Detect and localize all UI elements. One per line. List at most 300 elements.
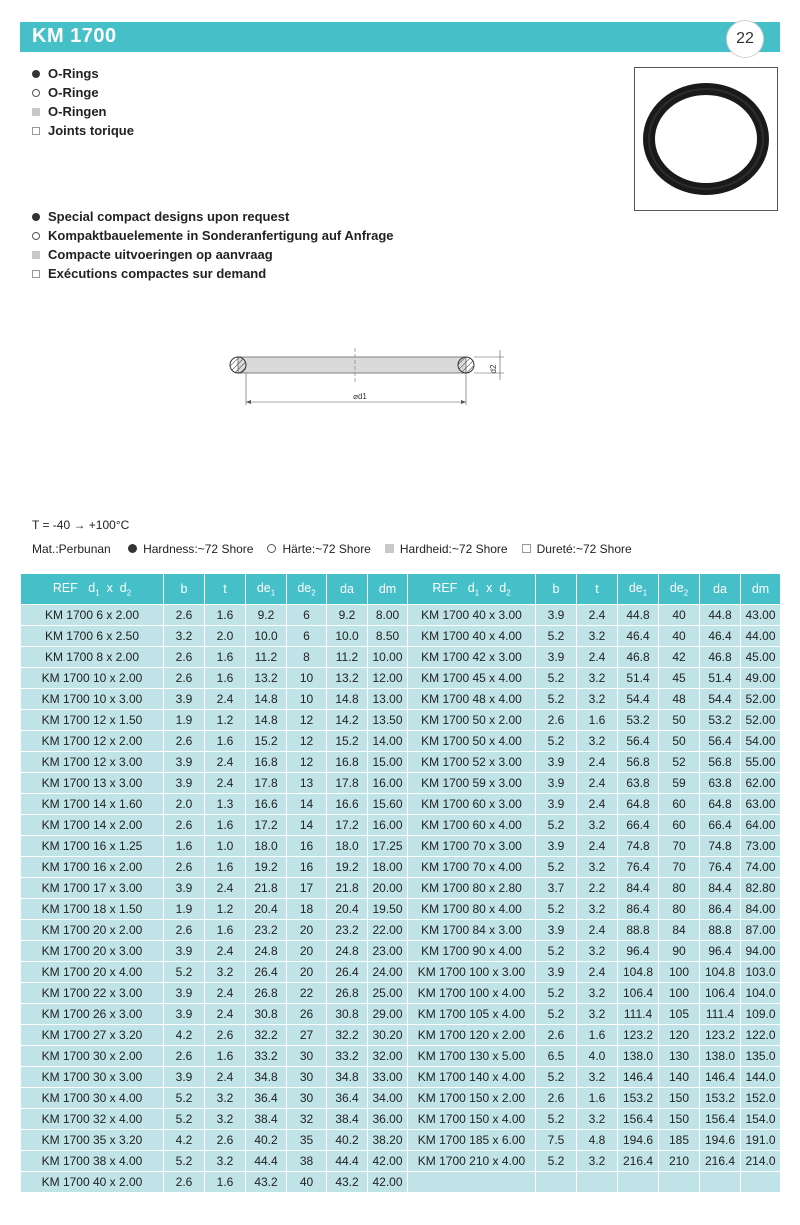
value-cell: 20 <box>287 941 327 962</box>
value-cell: 2.6 <box>164 668 205 689</box>
value-cell: 23.2 <box>327 920 368 941</box>
value-cell: 54.4 <box>700 689 741 710</box>
value-cell: 1.0 <box>205 836 246 857</box>
hardness-text: Härte:~72 Shore <box>282 542 371 556</box>
value-cell: 1.3 <box>205 794 246 815</box>
empty-cell <box>618 1172 659 1193</box>
filled-circle-bullet-icon <box>128 544 137 553</box>
table-row <box>21 1067 781 1088</box>
value-cell: 16.00 <box>368 773 408 794</box>
product-name-item <box>32 83 134 102</box>
value-cell: 2.6 <box>205 1025 246 1046</box>
value-cell: 3.2 <box>164 626 205 647</box>
value-cell: 46.8 <box>618 647 659 668</box>
value-cell: 2.4 <box>577 752 618 773</box>
value-cell: 191.0 <box>741 1130 781 1151</box>
value-cell: 80 <box>659 899 700 920</box>
table-row <box>21 962 781 983</box>
value-cell: 154.0 <box>741 1109 781 1130</box>
value-cell: 3.2 <box>577 815 618 836</box>
ref-cell: KM 1700 60 x 3.00 <box>408 794 536 815</box>
o-ring-photo-icon <box>635 68 777 210</box>
value-cell: 3.9 <box>164 941 205 962</box>
value-cell: 100 <box>659 983 700 1004</box>
value-cell: 19.2 <box>327 857 368 878</box>
value-cell: 5.2 <box>536 941 577 962</box>
filled-circle-bullet-icon <box>32 213 40 221</box>
table-row <box>21 920 781 941</box>
value-cell: 3.9 <box>164 689 205 710</box>
value-cell: 3.2 <box>205 1088 246 1109</box>
value-cell: 5.2 <box>164 962 205 983</box>
value-cell: 5.2 <box>536 983 577 1004</box>
column-header-t: t <box>205 574 246 605</box>
value-cell: 18.0 <box>327 836 368 857</box>
note-item <box>32 207 394 226</box>
value-cell: 3.2 <box>577 689 618 710</box>
value-cell: 120 <box>659 1025 700 1046</box>
value-cell: 32.2 <box>246 1025 287 1046</box>
value-cell: 2.6 <box>164 647 205 668</box>
ref-cell: KM 1700 45 x 4.00 <box>408 668 536 689</box>
value-cell: 2.4 <box>205 752 246 773</box>
value-cell: 40 <box>659 626 700 647</box>
value-cell: 43.2 <box>327 1172 368 1193</box>
value-cell: 43.2 <box>246 1172 287 1193</box>
value-cell: 24.8 <box>246 941 287 962</box>
value-cell: 5.2 <box>536 815 577 836</box>
value-cell: 2.6 <box>164 1046 205 1067</box>
value-cell: 33.2 <box>327 1046 368 1067</box>
value-cell: 59 <box>659 773 700 794</box>
value-cell: 16.8 <box>246 752 287 773</box>
value-cell: 5.2 <box>536 626 577 647</box>
value-cell: 38.20 <box>368 1130 408 1151</box>
value-cell: 26.4 <box>246 962 287 983</box>
value-cell: 2.6 <box>164 815 205 836</box>
empty-cell <box>700 1172 741 1193</box>
value-cell: 6 <box>287 626 327 647</box>
value-cell: 10.0 <box>246 626 287 647</box>
ref-cell: KM 1700 14 x 1.60 <box>21 794 164 815</box>
value-cell: 63.8 <box>618 773 659 794</box>
column-header-b: b <box>536 574 577 605</box>
note-item <box>32 245 394 264</box>
value-cell: 1.6 <box>205 1046 246 1067</box>
table-row <box>21 1172 781 1193</box>
value-cell: 22 <box>287 983 327 1004</box>
value-cell: 70 <box>659 857 700 878</box>
value-cell: 8.00 <box>368 605 408 626</box>
ref-cell: KM 1700 150 x 2.00 <box>408 1088 536 1109</box>
value-cell: 70 <box>659 836 700 857</box>
column-header-ref: REF $d_1$ x $d_2$ <box>21 574 164 605</box>
ref-cell: KM 1700 59 x 3.00 <box>408 773 536 794</box>
value-cell: 56.4 <box>700 731 741 752</box>
white-square-bullet-icon <box>32 127 40 135</box>
table-row <box>21 899 781 920</box>
value-cell: 88.8 <box>700 920 741 941</box>
column-header-b: b <box>164 574 205 605</box>
value-cell: 216.4 <box>700 1151 741 1172</box>
value-cell: 34.8 <box>246 1067 287 1088</box>
note-item-text: Compacte uitvoeringen op aanvraag <box>48 247 273 262</box>
value-cell: 111.4 <box>618 1004 659 1025</box>
value-cell: 3.7 <box>536 878 577 899</box>
column-header-de1: $de_1$ <box>246 574 287 605</box>
value-cell: 90 <box>659 941 700 962</box>
table-row <box>21 731 781 752</box>
value-cell: 40.2 <box>327 1130 368 1151</box>
ref-cell: KM 1700 40 x 2.00 <box>21 1172 164 1193</box>
value-cell: 5.2 <box>536 1151 577 1172</box>
value-cell: 18 <box>287 899 327 920</box>
value-cell: 140 <box>659 1067 700 1088</box>
ref-cell: KM 1700 13 x 3.00 <box>21 773 164 794</box>
value-cell: 2.4 <box>205 773 246 794</box>
grey-square-bullet-icon <box>32 251 40 259</box>
value-cell: 122.0 <box>741 1025 781 1046</box>
value-cell: 2.6 <box>205 1130 246 1151</box>
value-cell: 16.6 <box>327 794 368 815</box>
table-row <box>21 605 781 626</box>
value-cell: 20.4 <box>327 899 368 920</box>
value-cell: 3.9 <box>164 983 205 1004</box>
value-cell: 14.8 <box>327 689 368 710</box>
ref-cell: KM 1700 80 x 2.80 <box>408 878 536 899</box>
value-cell: 156.4 <box>618 1109 659 1130</box>
table-row <box>21 815 781 836</box>
note-item-text: Kompaktbauelemente in Sonderanfertigung auf Anfrage <box>48 228 394 243</box>
table-row <box>21 1004 781 1025</box>
filled-circle-bullet-icon <box>32 70 40 78</box>
value-cell: 2.4 <box>205 878 246 899</box>
value-cell: 36.4 <box>327 1088 368 1109</box>
value-cell: 84 <box>659 920 700 941</box>
value-cell: 3.9 <box>164 752 205 773</box>
hardness-item <box>522 542 632 556</box>
value-cell: 2.4 <box>205 941 246 962</box>
ref-cell: KM 1700 185 x 6.00 <box>408 1130 536 1151</box>
value-cell: 76.4 <box>700 857 741 878</box>
value-cell: 33.00 <box>368 1067 408 1088</box>
ref-cell: KM 1700 12 x 1.50 <box>21 710 164 731</box>
notes-list <box>32 207 394 283</box>
value-cell: 45 <box>659 668 700 689</box>
ref-cell: KM 1700 48 x 4.00 <box>408 689 536 710</box>
value-cell: 12 <box>287 710 327 731</box>
ref-cell: KM 1700 105 x 4.00 <box>408 1004 536 1025</box>
value-cell: 216.4 <box>618 1151 659 1172</box>
value-cell: 2.0 <box>164 794 205 815</box>
value-cell: 34.00 <box>368 1088 408 1109</box>
value-cell: 26.8 <box>327 983 368 1004</box>
ref-cell: KM 1700 10 x 3.00 <box>21 689 164 710</box>
material-line <box>32 542 646 556</box>
value-cell: 44.00 <box>741 626 781 647</box>
value-cell: 14.8 <box>246 710 287 731</box>
value-cell: 56.4 <box>618 731 659 752</box>
value-cell: 19.50 <box>368 899 408 920</box>
value-cell: 4.2 <box>164 1130 205 1151</box>
value-cell: 42 <box>659 647 700 668</box>
ref-cell: KM 1700 70 x 3.00 <box>408 836 536 857</box>
value-cell: 2.4 <box>577 647 618 668</box>
value-cell: 5.2 <box>164 1151 205 1172</box>
value-cell: 6.5 <box>536 1046 577 1067</box>
value-cell: 104.0 <box>741 983 781 1004</box>
value-cell: 3.2 <box>577 626 618 647</box>
white-square-bullet-icon <box>522 544 531 553</box>
value-cell: 3.9 <box>536 647 577 668</box>
value-cell: 2.4 <box>577 773 618 794</box>
value-cell: 5.2 <box>164 1088 205 1109</box>
value-cell: 17.2 <box>246 815 287 836</box>
column-header-de2: $de_2$ <box>287 574 327 605</box>
empty-cell <box>536 1172 577 1193</box>
value-cell: 3.9 <box>536 752 577 773</box>
value-cell: 45.00 <box>741 647 781 668</box>
value-cell: 14.2 <box>327 710 368 731</box>
ref-cell: KM 1700 6 x 2.50 <box>21 626 164 647</box>
value-cell: 18.00 <box>368 857 408 878</box>
value-cell: 48 <box>659 689 700 710</box>
value-cell: 64.00 <box>741 815 781 836</box>
value-cell: 3.9 <box>536 773 577 794</box>
ref-cell: KM 1700 140 x 4.00 <box>408 1067 536 1088</box>
value-cell: 5.2 <box>536 668 577 689</box>
value-cell: 104.8 <box>700 962 741 983</box>
grey-square-bullet-icon <box>32 108 40 116</box>
ref-cell: KM 1700 130 x 5.00 <box>408 1046 536 1067</box>
ref-cell: KM 1700 12 x 2.00 <box>21 731 164 752</box>
table-row <box>21 794 781 815</box>
value-cell: 3.2 <box>205 1151 246 1172</box>
value-cell: 2.4 <box>577 605 618 626</box>
column-header-da: da <box>327 574 368 605</box>
value-cell: 32.2 <box>327 1025 368 1046</box>
open-circle-bullet-icon <box>32 232 40 240</box>
value-cell: 2.6 <box>164 920 205 941</box>
value-cell: 15.00 <box>368 752 408 773</box>
value-cell: 210 <box>659 1151 700 1172</box>
d1-label: ⌀d1 <box>353 392 367 401</box>
value-cell: 14.00 <box>368 731 408 752</box>
value-cell: 3.2 <box>577 983 618 1004</box>
value-cell: 1.6 <box>205 815 246 836</box>
value-cell: 32 <box>287 1109 327 1130</box>
value-cell: 80 <box>659 878 700 899</box>
table-row <box>21 983 781 1004</box>
value-cell: 52 <box>659 752 700 773</box>
value-cell: 123.2 <box>700 1025 741 1046</box>
product-name-item-text: O-Ringen <box>48 104 107 119</box>
ref-cell: KM 1700 8 x 2.00 <box>21 647 164 668</box>
value-cell: 30 <box>287 1067 327 1088</box>
value-cell: 56.8 <box>618 752 659 773</box>
value-cell: 12 <box>287 731 327 752</box>
value-cell: 96.4 <box>700 941 741 962</box>
value-cell: 16.8 <box>327 752 368 773</box>
ref-cell: KM 1700 70 x 4.00 <box>408 857 536 878</box>
temperature-range: T = -40 → +100°C <box>32 518 130 532</box>
o-ring-size-table <box>20 573 781 1193</box>
value-cell: 20.00 <box>368 878 408 899</box>
value-cell: 10.00 <box>368 647 408 668</box>
value-cell: 17 <box>287 878 327 899</box>
ref-cell: KM 1700 20 x 2.00 <box>21 920 164 941</box>
value-cell: 84.4 <box>618 878 659 899</box>
value-cell: 14 <box>287 794 327 815</box>
ref-cell: KM 1700 50 x 4.00 <box>408 731 536 752</box>
ref-cell: KM 1700 52 x 3.00 <box>408 752 536 773</box>
table-row <box>21 1130 781 1151</box>
empty-cell <box>408 1172 536 1193</box>
value-cell: 150 <box>659 1088 700 1109</box>
value-cell: 12.00 <box>368 668 408 689</box>
value-cell: 105 <box>659 1004 700 1025</box>
value-cell: 10 <box>287 668 327 689</box>
table-row <box>21 857 781 878</box>
value-cell: 13 <box>287 773 327 794</box>
table-row <box>21 647 781 668</box>
table-header-row <box>21 574 781 605</box>
value-cell: 13.2 <box>246 668 287 689</box>
column-header-dm: dm <box>741 574 781 605</box>
value-cell: 44.8 <box>618 605 659 626</box>
ref-cell: KM 1700 22 x 3.00 <box>21 983 164 1004</box>
ref-cell: KM 1700 150 x 4.00 <box>408 1109 536 1130</box>
table-row <box>21 1025 781 1046</box>
value-cell: 1.6 <box>205 647 246 668</box>
value-cell: 43.00 <box>741 605 781 626</box>
ref-cell: KM 1700 38 x 4.00 <box>21 1151 164 1172</box>
ref-cell: KM 1700 60 x 4.00 <box>408 815 536 836</box>
value-cell: 2.4 <box>205 1004 246 1025</box>
ref-cell: KM 1700 30 x 2.00 <box>21 1046 164 1067</box>
white-square-bullet-icon <box>32 270 40 278</box>
value-cell: 1.9 <box>164 899 205 920</box>
value-cell: 156.4 <box>700 1109 741 1130</box>
value-cell: 51.4 <box>618 668 659 689</box>
ref-cell: KM 1700 210 x 4.00 <box>408 1151 536 1172</box>
value-cell: 63.8 <box>700 773 741 794</box>
ref-cell: KM 1700 20 x 3.00 <box>21 941 164 962</box>
hardness-item <box>385 542 508 556</box>
value-cell: 5.2 <box>536 1109 577 1130</box>
value-cell: 36.4 <box>246 1088 287 1109</box>
value-cell: 17.25 <box>368 836 408 857</box>
table-row <box>21 1151 781 1172</box>
ref-cell: KM 1700 6 x 2.00 <box>21 605 164 626</box>
column-header-da: da <box>700 574 741 605</box>
table-row <box>21 689 781 710</box>
product-name-item-text: O-Rings <box>48 66 99 81</box>
value-cell: 2.0 <box>205 626 246 647</box>
table-row <box>21 626 781 647</box>
value-cell: 1.6 <box>205 731 246 752</box>
value-cell: 23.00 <box>368 941 408 962</box>
value-cell: 2.4 <box>205 983 246 1004</box>
value-cell: 1.6 <box>205 1172 246 1193</box>
value-cell: 94.00 <box>741 941 781 962</box>
value-cell: 15.2 <box>327 731 368 752</box>
value-cell: 27 <box>287 1025 327 1046</box>
value-cell: 64.8 <box>618 794 659 815</box>
value-cell: 88.8 <box>618 920 659 941</box>
value-cell: 146.4 <box>700 1067 741 1088</box>
value-cell: 18.0 <box>246 836 287 857</box>
value-cell: 100 <box>659 962 700 983</box>
note-item <box>32 226 394 245</box>
value-cell: 5.2 <box>536 731 577 752</box>
value-cell: 3.9 <box>164 1067 205 1088</box>
value-cell: 40 <box>287 1172 327 1193</box>
value-cell: 15.60 <box>368 794 408 815</box>
value-cell: 13.2 <box>327 668 368 689</box>
value-cell: 52.00 <box>741 710 781 731</box>
value-cell: 53.2 <box>700 710 741 731</box>
value-cell: 214.0 <box>741 1151 781 1172</box>
column-header-dm: dm <box>368 574 408 605</box>
value-cell: 30 <box>287 1088 327 1109</box>
table-row <box>21 941 781 962</box>
value-cell: 3.9 <box>164 878 205 899</box>
value-cell: 38 <box>287 1151 327 1172</box>
value-cell: 55.00 <box>741 752 781 773</box>
value-cell: 46.8 <box>700 647 741 668</box>
table-row <box>21 836 781 857</box>
value-cell: 42.00 <box>368 1172 408 1193</box>
value-cell: 10.0 <box>327 626 368 647</box>
value-cell: 8 <box>287 647 327 668</box>
value-cell: 3.2 <box>577 857 618 878</box>
value-cell: 40.2 <box>246 1130 287 1151</box>
value-cell: 84.00 <box>741 899 781 920</box>
note-item-text: Exécutions compactes sur demand <box>48 266 267 281</box>
column-header-t: t <box>577 574 618 605</box>
value-cell: 3.2 <box>205 962 246 983</box>
ref-cell: KM 1700 100 x 4.00 <box>408 983 536 1004</box>
table-row <box>21 752 781 773</box>
value-cell: 42.00 <box>368 1151 408 1172</box>
ref-cell: KM 1700 32 x 4.00 <box>21 1109 164 1130</box>
value-cell: 13.00 <box>368 689 408 710</box>
value-cell: 3.9 <box>536 962 577 983</box>
value-cell: 5.2 <box>536 857 577 878</box>
value-cell: 3.9 <box>536 794 577 815</box>
value-cell: 12 <box>287 752 327 773</box>
value-cell: 5.2 <box>536 1067 577 1088</box>
ref-cell: KM 1700 26 x 3.00 <box>21 1004 164 1025</box>
value-cell: 49.00 <box>741 668 781 689</box>
table-row <box>21 1109 781 1130</box>
product-name-item-text: O-Ringe <box>48 85 99 100</box>
material-label: Mat.:Perbunan <box>32 542 111 556</box>
value-cell: 2.6 <box>164 857 205 878</box>
value-cell: 35 <box>287 1130 327 1151</box>
value-cell: 1.2 <box>205 899 246 920</box>
value-cell: 16.00 <box>368 815 408 836</box>
value-cell: 123.2 <box>618 1025 659 1046</box>
value-cell: 53.2 <box>618 710 659 731</box>
value-cell: 66.4 <box>618 815 659 836</box>
value-cell: 73.00 <box>741 836 781 857</box>
ref-cell: KM 1700 14 x 2.00 <box>21 815 164 836</box>
value-cell: 5.2 <box>164 1109 205 1130</box>
value-cell: 2.6 <box>536 710 577 731</box>
value-cell: 3.2 <box>577 1109 618 1130</box>
